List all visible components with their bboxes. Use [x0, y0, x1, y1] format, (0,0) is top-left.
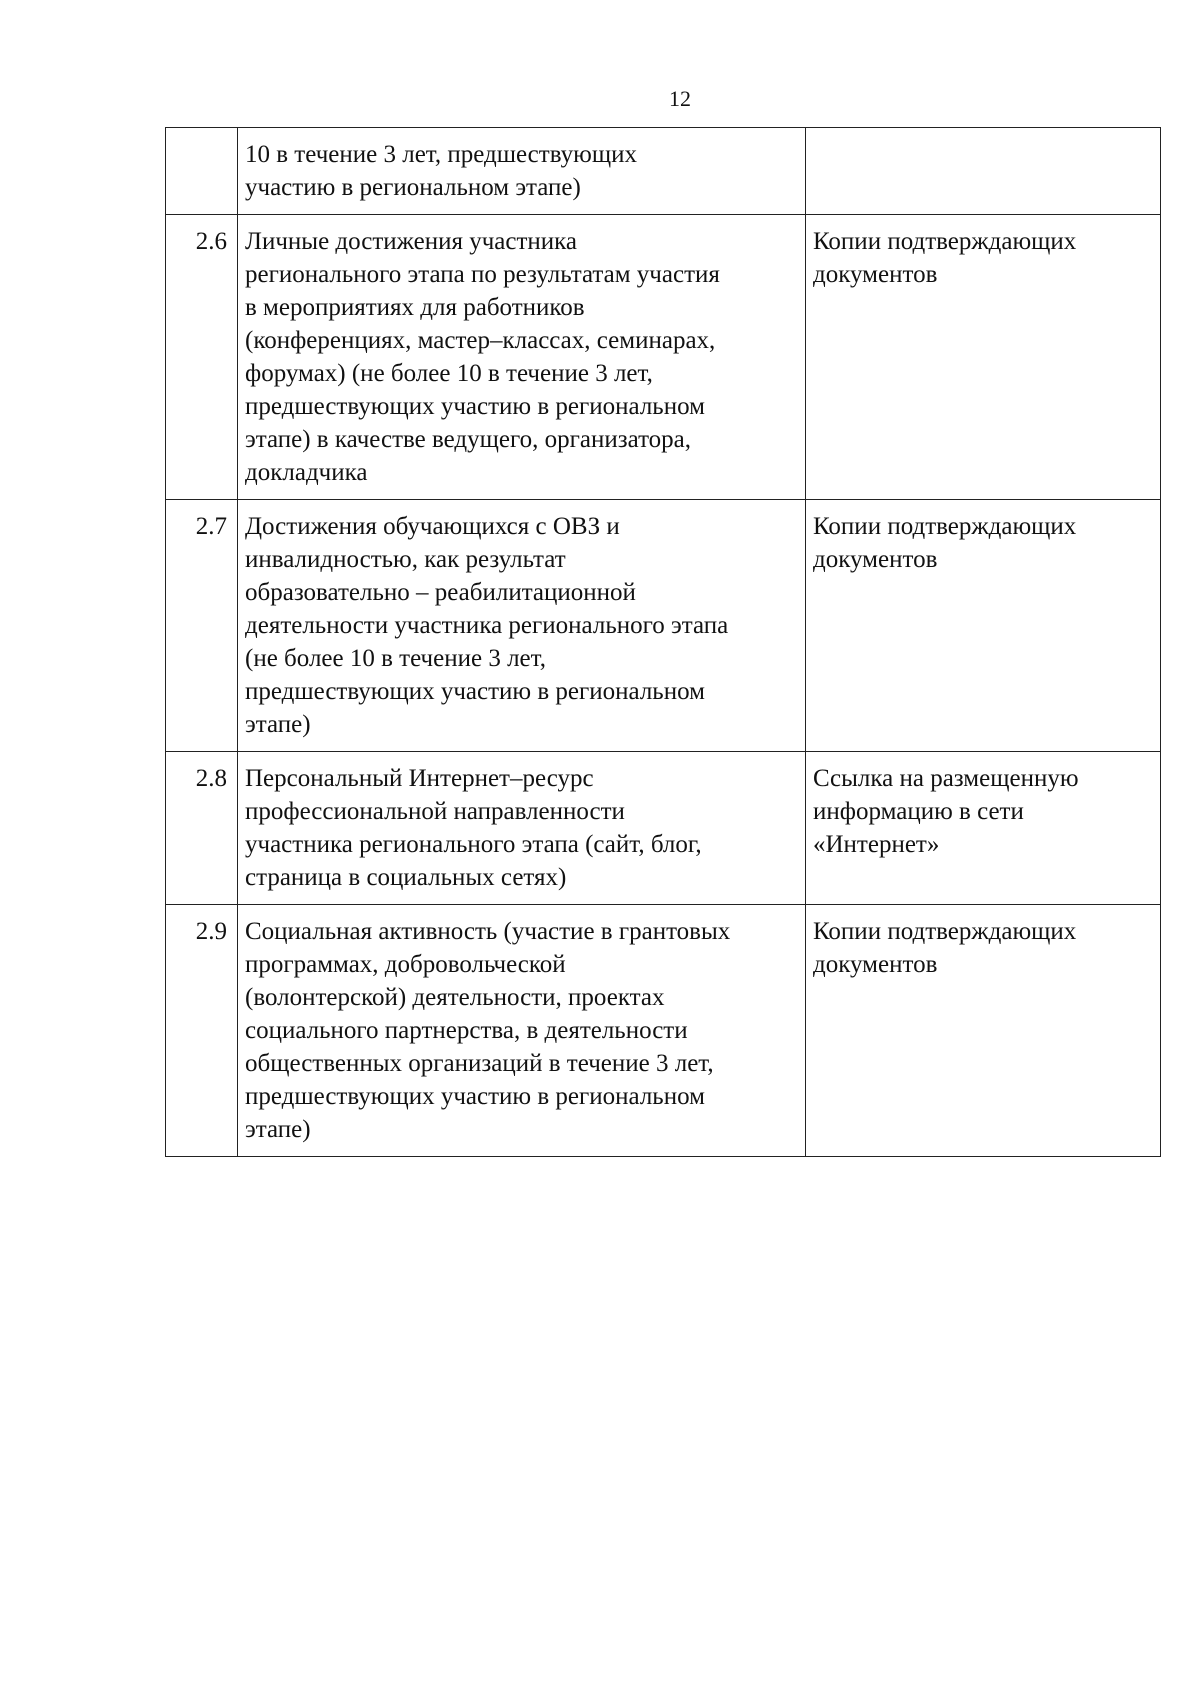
confirming-document-line: Ссылка на размещенную [813, 765, 1079, 792]
criterion-description-line: (волонтерской) деятельности, проектах [245, 984, 665, 1011]
criterion-description-line: общественных организаций в течение 3 лет, [245, 1050, 714, 1077]
criterion-description-cell [238, 215, 806, 500]
confirming-document-line: «Интернет» [813, 831, 940, 858]
confirming-document-line: информацию в сети [813, 798, 1024, 825]
criterion-description-line: в мероприятиях для работников [245, 294, 585, 321]
criterion-description-line: участию в региональном этапе) [245, 174, 581, 201]
confirming-document-cell [806, 500, 1161, 752]
row-number-cell: 2.9 [166, 905, 238, 1157]
criterion-description-line: докладчика [245, 459, 368, 486]
criterion-description-cell [238, 905, 806, 1157]
criterion-description-line: этапе) [245, 1116, 311, 1143]
confirming-document-line: Копии подтверждающих [813, 513, 1077, 540]
criterion-description-line: 10 в течение 3 лет, предшествующих [245, 141, 637, 168]
row-number-cell [166, 128, 238, 215]
confirming-document-line: Копии подтверждающих [813, 228, 1077, 255]
table-row [166, 215, 1161, 500]
row-number-cell: 2.7 [166, 500, 238, 752]
criterion-description-line: Социальная активность (участие в грантовых [245, 918, 731, 945]
criterion-description-line: Личные достижения участника [245, 228, 578, 255]
criterion-description-line: этапе) в качестве ведущего, организатора, [245, 426, 692, 453]
confirming-document-cell [806, 752, 1161, 905]
criterion-description-line: этапе) [245, 711, 311, 738]
row-number-cell: 2.8 [166, 752, 238, 905]
criteria-table [165, 127, 1161, 1157]
table-row [166, 500, 1161, 752]
criterion-description-line: предшествующих участию в региональном [245, 678, 705, 705]
confirming-document-cell [806, 128, 1161, 215]
criterion-description-line: форумах) (не более 10 в течение 3 лет, [245, 360, 653, 387]
criterion-description-line: Достижения обучающихся с ОВЗ и [245, 513, 620, 540]
criterion-description-line: участника регионального этапа (сайт, блог, [245, 831, 702, 858]
criterion-description-cell [238, 128, 806, 215]
confirming-document-line: Копии подтверждающих [813, 918, 1077, 945]
criterion-description-line: страница в социальных сетях) [245, 864, 567, 891]
criterion-description-cell [238, 752, 806, 905]
confirming-document-cell [806, 905, 1161, 1157]
criterion-description-line: образовательно – реабилитационной [245, 579, 636, 606]
criterion-description-line: программах, добровольческой [245, 951, 566, 978]
table-row [166, 752, 1161, 905]
criterion-description-line: социального партнерства, в деятельности [245, 1017, 688, 1044]
row-number-cell: 2.6 [166, 215, 238, 500]
confirming-document-line: документов [813, 261, 938, 288]
criterion-description-line: предшествующих участию в региональном [245, 1083, 705, 1110]
criterion-description-line: предшествующих участию в региональном [245, 393, 705, 420]
table-row [166, 905, 1161, 1157]
criterion-description-line: (не более 10 в течение 3 лет, [245, 645, 546, 672]
criterion-description-line: (конференциях, мастер–классах, семинарах, [245, 327, 716, 354]
criterion-description-line: Персональный Интернет–ресурс [245, 765, 594, 792]
criterion-description-line: деятельности участника регионального этапа [245, 612, 729, 639]
table-row [166, 128, 1161, 215]
confirming-document-line: документов [813, 546, 938, 573]
criterion-description-line: регионального этапа по результатам участия [245, 261, 720, 288]
confirming-document-line: документов [813, 951, 938, 978]
criterion-description-cell [238, 500, 806, 752]
criteria-table-body [166, 128, 1161, 1157]
confirming-document-cell [806, 215, 1161, 500]
page-number: 12 [669, 86, 691, 111]
criterion-description-line: профессиональной направленности [245, 798, 625, 825]
criterion-description-line: инвалидностью, как результат [245, 546, 566, 573]
